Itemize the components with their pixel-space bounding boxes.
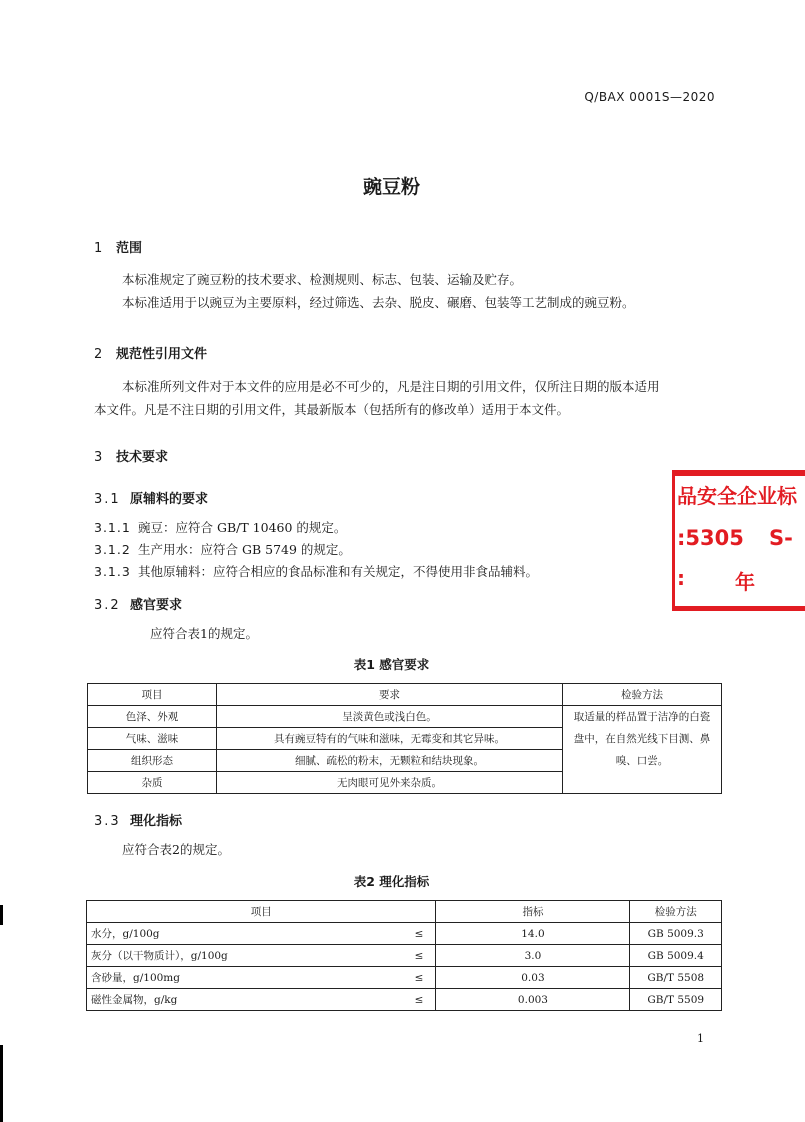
- clause-number: 3.1.3: [94, 564, 131, 579]
- table-header-row: [88, 684, 722, 706]
- standard-code: Q/BAX 0001S—2020: [584, 90, 715, 104]
- cell-item: 组织形态: [88, 750, 217, 772]
- cell-item: 气味、滋味: [88, 728, 217, 750]
- table-row: [87, 967, 722, 989]
- section-3-heading: [94, 446, 168, 465]
- cell-test-method: GB 5009.3: [630, 923, 722, 945]
- column-header: 检验方法: [630, 901, 722, 923]
- cell-symbol: ≤: [389, 967, 436, 989]
- cell-test-method: GB 5009.4: [630, 945, 722, 967]
- cell-test-method: 取适量的样品置于洁净的白瓷盘中，在自然光线下目测、鼻嗅、口尝。: [563, 706, 722, 794]
- table-header-row: [87, 901, 722, 923]
- cell-test-method: GB/T 5509: [630, 989, 722, 1011]
- section-title: 规范性引用文件: [116, 347, 208, 362]
- clause-3-1-1: [94, 518, 346, 536]
- table-1-caption: 表1 感官要求: [353, 657, 430, 672]
- cell-requirement: 细腻、疏松的粉末，无颗粒和结块现象。: [217, 750, 563, 772]
- paragraph: 本标准所列文件对于本文件的应用是必不可少的，凡是注日期的引用文件，仅所注日期的版本适用: [122, 379, 660, 394]
- table-row: [88, 706, 722, 728]
- column-header: 项目: [88, 684, 217, 706]
- subsection-title: 感官要求: [130, 598, 183, 613]
- column-header: 指标: [436, 901, 630, 923]
- column-header: 项目: [87, 901, 436, 923]
- subsection-number: 3.1: [94, 492, 121, 507]
- paragraph: 应符合表1的规定。: [150, 626, 258, 641]
- enterprise-standard-stamp: [672, 470, 805, 611]
- cell-value: 0.03: [436, 967, 630, 989]
- subsection-title: 原辅料的要求: [130, 492, 209, 507]
- cell-item: 灰分（以干物质计），g/100g: [87, 945, 390, 967]
- cell-item: 含砂量，g/100mg: [87, 967, 390, 989]
- subsection-number: 3.3: [94, 814, 121, 829]
- clause-number: 3.1.1: [94, 520, 131, 535]
- subsection-3-1-heading: [94, 488, 208, 507]
- subsection-3-2-heading: [94, 594, 182, 613]
- paragraph: 本标准适用于以豌豆为主要原料，经过筛选、去杂、脱皮、碾磨、包装等工艺制成的豌豆粉。: [122, 295, 635, 310]
- clause-3-1-3: [94, 562, 538, 580]
- table-row: [87, 989, 722, 1011]
- section-number: 2: [94, 347, 103, 362]
- cell-value: 0.003: [436, 989, 630, 1011]
- paragraph: 本标准规定了豌豆粉的技术要求、检测规则、标志、包装、运输及贮存。: [122, 272, 523, 287]
- page-number: 1: [697, 1032, 704, 1045]
- subsection-3-3-heading: [94, 810, 182, 829]
- cell-symbol: ≤: [389, 923, 436, 945]
- cell-item: 磁性金属物，g/kg: [87, 989, 390, 1011]
- cell-requirement: 具有豌豆特有的气味和滋味，无霉变和其它异味。: [217, 728, 563, 750]
- cell-symbol: ≤: [389, 945, 436, 967]
- stamp-line: :: [677, 566, 685, 590]
- section-number: 3: [94, 450, 103, 465]
- physicochemical-table: [86, 900, 722, 1011]
- stamp-line: 年: [735, 570, 755, 594]
- clause-text: 其他原辅料：应符合相应的食品标准和有关规定，不得使用非食品辅料。: [138, 564, 539, 579]
- clause-text: 豌豆：应符合 GB/T 10460 的规定。: [138, 520, 347, 535]
- table-row: [87, 945, 722, 967]
- cell-item: 色泽、外观: [88, 706, 217, 728]
- stamp-line: S-: [769, 526, 793, 550]
- stamp-line: :5305: [677, 526, 744, 550]
- section-title: 范围: [116, 241, 143, 256]
- cell-item: 杂质: [88, 772, 217, 794]
- sensory-requirements-table: [87, 683, 722, 794]
- table-2-caption: 表2 理化指标: [353, 874, 430, 889]
- subsection-title: 理化指标: [130, 814, 183, 829]
- section-number: 1: [94, 241, 103, 256]
- cell-value: 14.0: [436, 923, 630, 945]
- cell-symbol: ≤: [389, 989, 436, 1011]
- scan-edge-mark: [0, 905, 3, 925]
- section-title: 技术要求: [116, 450, 169, 465]
- paragraph: 本文件。凡是不注日期的引用文件，其最新版本（包括所有的修改单）适用于本文件。: [94, 402, 570, 417]
- column-header: 要求: [217, 684, 563, 706]
- stamp-line: 品安全企业标: [677, 484, 797, 508]
- scan-edge-mark: [0, 1045, 3, 1122]
- cell-requirement: 呈淡黄色或浅白色。: [217, 706, 563, 728]
- clause-text: 生产用水：应符合 GB 5749 的规定。: [138, 542, 351, 557]
- section-2-heading: [94, 343, 207, 362]
- page-title: 豌豆粉: [362, 176, 420, 198]
- clause-3-1-2: [94, 540, 351, 558]
- table-row: [87, 923, 722, 945]
- cell-item: 水分，g/100g: [87, 923, 390, 945]
- column-header: 检验方法: [563, 684, 722, 706]
- clause-number: 3.1.2: [94, 542, 131, 557]
- paragraph: 应符合表2的规定。: [122, 842, 230, 857]
- cell-test-method: GB/T 5508: [630, 967, 722, 989]
- section-1-heading: [94, 237, 142, 256]
- cell-requirement: 无肉眼可见外来杂质。: [217, 772, 563, 794]
- cell-value: 3.0: [436, 945, 630, 967]
- subsection-number: 3.2: [94, 598, 121, 613]
